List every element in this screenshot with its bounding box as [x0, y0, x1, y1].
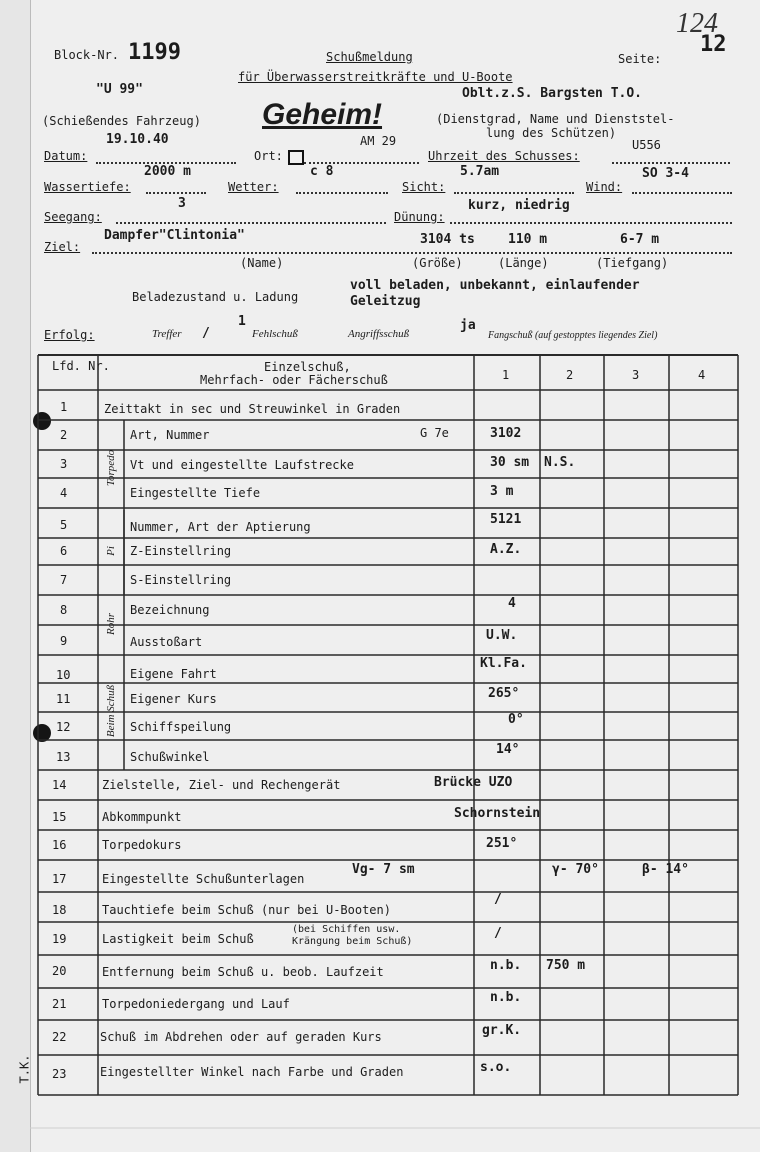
target-name: Dampfer"Clintonia"	[104, 228, 245, 243]
cell-col2: 750 m	[546, 958, 586, 973]
row-no: 15	[52, 810, 67, 824]
row-label: Torpedoniedergang und Lauf	[102, 997, 290, 1011]
row-no: 16	[52, 838, 67, 852]
cell-col1: s.o.	[480, 1060, 512, 1075]
dotted-line	[632, 192, 732, 194]
row-no: 6	[60, 544, 68, 558]
row-label: Eingestellte Schußunterlagen	[102, 872, 305, 886]
cell-col1: 265°	[488, 686, 520, 701]
dotted-line	[296, 192, 388, 194]
officer-caption-1: (Dienstgrad, Name und Dienststel-	[436, 112, 675, 126]
row-label: Bezeichnung	[130, 603, 210, 617]
group-pi: Pi	[105, 546, 117, 556]
officer-unit: U556	[632, 138, 661, 152]
cell-col1: Brücke UZO	[434, 775, 513, 790]
officer-caption-2: lung des Schützen)	[486, 126, 617, 140]
result-hit: Treffer	[152, 328, 182, 340]
stamp-secret: Geheim!	[262, 98, 383, 131]
row19-note-1: (bei Schiffen usw.	[292, 924, 401, 935]
table-head-desc-1: Einzelschuß,	[264, 360, 351, 374]
row-no: 13	[56, 750, 71, 764]
row-label: Lastigkeit beim Schuß	[102, 932, 254, 946]
dotted-line	[146, 192, 206, 194]
cell-col1: Kl.Fa.	[480, 656, 527, 671]
cell-col1: 5121	[490, 512, 522, 527]
row-no: 8	[60, 603, 68, 617]
cell-col1: gr.K.	[482, 1023, 522, 1038]
load-value-2: Geleitzug	[350, 294, 421, 309]
row-no: 14	[52, 778, 67, 792]
page-number-handwritten: 124	[676, 8, 718, 39]
row-no: 18	[52, 903, 67, 917]
officer-name: Oblt.z.S. Bargsten T.O.	[462, 86, 643, 101]
load-value-1: voll beladen, unbekannt, einlaufender	[350, 278, 640, 293]
row-no: 7	[60, 573, 68, 587]
cell-col1: n.b.	[490, 958, 522, 973]
group-rohr: Rohr	[105, 613, 117, 635]
cell-col1: Schornstein	[454, 806, 541, 821]
row-label: Ausstoßart	[130, 635, 203, 649]
row-no: 10	[56, 668, 71, 682]
caption-length: (Länge)	[498, 256, 549, 270]
wind-value: SO 3-4	[642, 166, 689, 181]
row-label: Vt und eingestellte Laufstrecke	[130, 458, 354, 472]
dotted-line	[116, 222, 386, 224]
result-miss-mark: 1	[238, 314, 246, 329]
cell-col1: /	[494, 892, 502, 907]
row17-beta: β- 14°	[642, 862, 689, 877]
result-attack-mark: ja	[460, 318, 476, 333]
margin-note: T.K.	[17, 1054, 32, 1084]
row-no: 4	[60, 486, 68, 500]
row-label: Schiffspeilung	[130, 720, 232, 734]
row-no: 21	[52, 997, 67, 1011]
row-label: Abkommpunkt	[102, 810, 182, 824]
result-miss: Fehlschuß	[252, 328, 298, 340]
row-no: 5	[60, 518, 68, 532]
caption-draught: (Tiefgang)	[596, 256, 669, 270]
column-head-3: 3	[632, 368, 640, 382]
row-no: 3	[60, 457, 68, 471]
row-no: 9	[60, 634, 68, 648]
stamp-code: AM 29	[360, 134, 397, 148]
caption-size: (Größe)	[412, 256, 463, 270]
row-label: Schuß im Abdrehen oder auf geraden Kurs	[100, 1030, 382, 1044]
sea-value: 3	[178, 196, 186, 211]
weather-value: c 8	[310, 164, 334, 179]
form-title: Schußmeldung	[326, 50, 413, 64]
table-head-no: Lfd. Nr.	[52, 359, 110, 373]
page-number-typed: 12	[700, 32, 727, 57]
row-label: Z-Einstellring	[130, 544, 232, 558]
cell-col1: 251°	[486, 836, 518, 851]
row-extra: G 7e	[420, 426, 449, 440]
cell-col1: 30 sm	[490, 455, 530, 470]
row-no: 22	[52, 1030, 67, 1044]
row17-vg: Vg- 7 sm	[352, 862, 415, 877]
depth-label: Wassertiefe:	[44, 180, 131, 194]
dotted-line	[454, 192, 574, 194]
cell-col1: U.W.	[486, 628, 518, 643]
cell-col1: n.b.	[490, 990, 522, 1005]
block-number: 1199	[128, 40, 181, 65]
cell-col1: /	[494, 926, 502, 941]
date-value: 19.10.40	[106, 132, 169, 147]
cell-col1: A.Z.	[490, 542, 522, 557]
cell-col1: 3102	[490, 426, 522, 441]
row-no: 1	[60, 400, 68, 414]
row-label: Eingestellte Tiefe	[130, 486, 261, 500]
target-label: Ziel:	[44, 240, 81, 254]
target-length: 110 m	[508, 232, 548, 247]
result-fangschuss: Fangschuß (auf gestopptes liegendes Ziel)	[488, 330, 658, 341]
dotted-line	[612, 162, 730, 164]
row-label: Eigene Fahrt	[130, 667, 217, 681]
cell-col1: 4	[508, 596, 516, 611]
column-head-2: 2	[566, 368, 574, 382]
visibility-label: Sicht:	[402, 180, 446, 194]
wind-label: Wind:	[586, 180, 623, 194]
table-head-desc-2: Mehrfach- oder Fächerschuß	[200, 373, 388, 387]
cell-col1: 0°	[508, 712, 524, 727]
swell-value: kurz, niedrig	[468, 198, 570, 213]
cell-col1: 14°	[496, 742, 520, 757]
location-box	[288, 150, 304, 165]
shooter-vessel: "U 99"	[96, 82, 143, 97]
row-label: Entfernung beim Schuß u. beob. Laufzeit	[102, 965, 384, 979]
result-attack: Angriffsschuß	[348, 328, 410, 340]
location-label: Ort:	[254, 149, 283, 163]
row-label: S-Einstellring	[130, 573, 232, 587]
row-label: Zielstelle, Ziel- und Rechengerät	[102, 778, 341, 792]
row-label: Eingestellter Winkel nach Farbe und Graden	[100, 1065, 404, 1079]
row-no: 17	[52, 872, 67, 886]
row-label: Schußwinkel	[130, 750, 210, 764]
weather-label: Wetter:	[228, 180, 279, 194]
row-label: Art, Nummer	[130, 428, 210, 442]
row-label: Zeittakt in sec und Streuwinkel in Graden	[104, 402, 401, 416]
load-label: Beladezustand u. Ladung	[132, 290, 299, 304]
page-label: Seite:	[618, 52, 662, 66]
row-label: Tauchtiefe beim Schuß (nur bei U-Booten)	[102, 903, 391, 917]
row17-gamma: γ- 70°	[552, 862, 599, 877]
block-label: Block-Nr.	[54, 48, 120, 62]
sea-label: Seegang:	[44, 210, 102, 224]
row19-note-2: Krängung beim Schuß)	[292, 936, 413, 947]
form-subtitle: für Überwasserstreitkräfte und U-Boote	[238, 70, 513, 84]
dotted-line	[450, 222, 732, 224]
depth-value: 2000 m	[144, 164, 191, 179]
time-label: Uhrzeit des Schusses:	[428, 149, 580, 163]
group-torpedo: Torpedo	[105, 449, 117, 487]
row-label: Torpedokurs	[102, 838, 182, 852]
shooter-caption: (Schießendes Fahrzeug)	[42, 114, 201, 128]
group-beim-schuss: Beim Schuß	[105, 684, 117, 738]
row-label: Nummer, Art der Aptierung	[130, 520, 311, 534]
cell-col2: N.S.	[544, 455, 576, 470]
row-no: 19	[52, 932, 67, 946]
result-label: Erfolg:	[44, 328, 95, 342]
row-no: 11	[56, 692, 71, 706]
dotted-line	[92, 252, 732, 254]
row-no: 2	[60, 428, 68, 442]
result-hit-mark: /	[202, 326, 210, 341]
row-label: Eigener Kurs	[130, 692, 217, 706]
row-no: 12	[56, 720, 71, 734]
row-no: 20	[52, 964, 67, 978]
column-head-4: 4	[698, 368, 706, 382]
swell-label: Dünung:	[394, 210, 445, 224]
target-size: 3104 ts	[420, 232, 475, 247]
row-no: 23	[52, 1067, 67, 1081]
date-label: Datum:	[44, 149, 88, 163]
column-head-1: 1	[502, 368, 510, 382]
cell-col1: 3 m	[490, 484, 514, 499]
time-value: 5.7am	[460, 164, 500, 179]
target-draught: 6-7 m	[620, 232, 660, 247]
caption-name: (Name)	[240, 256, 284, 270]
